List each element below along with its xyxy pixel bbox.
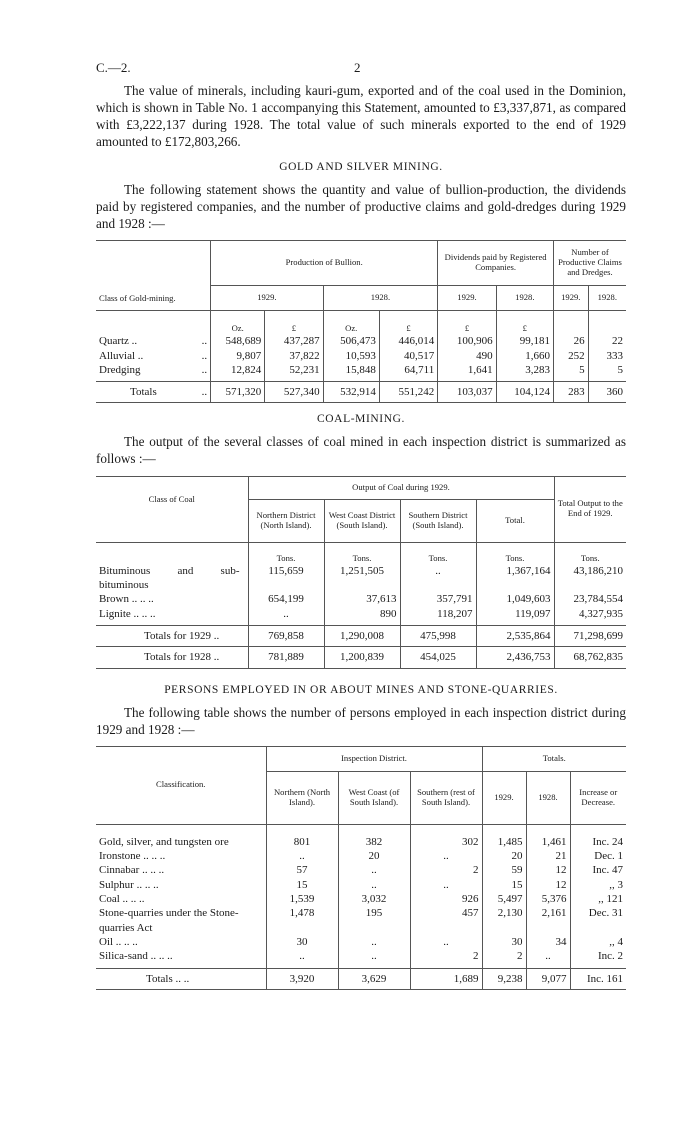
table-cell: .. [338,949,410,968]
coal-heading: COAL-MINING. [316,413,405,426]
table-cell: 23,784,554 [554,592,626,606]
table-cell: 475,998 [400,626,476,647]
persons-col-1928: 1928. [526,771,570,824]
table-cell: 15 [482,878,526,892]
page-number: 2 [354,60,361,75]
table-cell: 490 [438,349,496,363]
table-row [96,849,626,863]
totals-row [96,382,626,403]
persons-col-1929: 1929. [482,771,526,824]
table-cell: 43,186,210 [554,564,626,593]
table-cell: 20 [338,849,410,863]
table-cell: 2,161 [526,906,570,935]
totals-row [96,968,626,989]
row-label: Bituminous and sub-bituminous [99,564,240,592]
table-cell: 12 [526,878,570,892]
table-cell: 52,231 [265,363,323,382]
row-label: Lignite .. .. .. [99,607,156,620]
table-cell: 446,014 [379,334,437,348]
table-cell: 3,629 [338,968,410,989]
table-cell: 571,320 [211,382,265,403]
row-label: Oil .. .. .. [99,935,138,948]
gold-units-row [96,311,626,335]
table-cell: 71,298,699 [554,626,626,647]
table-cell: 103,037 [438,382,496,403]
table-cell: 40,517 [379,349,437,363]
table-cell: .. [400,564,476,593]
table-cell: 30 [266,935,338,949]
gold-claims-1929: 1929. [553,286,588,311]
persons-heading: PERSONS EMPLOYED IN OR ABOUT MINES AND STONE-QUARRIES. [164,683,558,696]
leader-dots: .. [201,386,208,399]
table-cell: 9,077 [526,968,570,989]
table-cell: 2 [410,863,482,877]
table-cell: .. [266,949,338,968]
table-cell: 104,124 [496,382,553,403]
table-cell: 2 [410,949,482,968]
table-cell: 10,593 [323,349,379,363]
table-row [96,892,626,906]
table-cell: .. [266,849,338,863]
gold-col-production: Production of Bullion. [211,241,438,286]
table-cell: 119,097 [476,607,554,626]
table-row [96,349,626,363]
table-cell: 5,497 [482,892,526,906]
table-cell: 1,461 [526,824,570,849]
persons-col-west: West Coast (of South Island). [338,771,410,824]
table-cell: 3,283 [496,363,553,382]
table-cell: 37,822 [265,349,323,363]
row-label: Totals for 1928 .. [144,651,220,664]
row-label: Gold, silver, and tungsten ore [99,835,229,848]
coal-paragraph: The output of the several classes of coal mined in each inspection district is summarized as follows :— [96,434,626,467]
persons-col-district: Inspection District. [266,746,482,771]
table-cell: 1,049,603 [476,592,554,606]
table-cell: 437,287 [265,334,323,348]
coal-col-total: Total. [476,499,554,542]
table-cell: ,, 121 [570,892,626,906]
table-cell: 12 [526,863,570,877]
table-cell: .. [410,935,482,949]
table-cell: 926 [410,892,482,906]
intro-paragraph: The value of minerals, including kauri-gum, exported and of the coal used in the Dominion, which is shown in Table No. 1 accompanying this Statement, amounted to £3,337,871, as compared with £3,222,137 during 1928. The total value of such minerals exported to the end of 1929 amounted to £172,803,266. [96,83,626,150]
table-cell: 781,889 [248,647,324,668]
table-cell: 548,689 [211,334,265,348]
document-reference: C.—2. [96,60,131,75]
coal-col-class: Class of Coal [96,476,248,542]
table-cell: 506,473 [323,334,379,348]
row-label: Alluvial .. [99,349,144,362]
table-cell: 22 [588,334,626,348]
row-label: Quartz .. [99,335,138,348]
unit-tons: Tons. [324,542,400,564]
table-cell: 9,238 [482,968,526,989]
table-cell: Inc. 24 [570,824,626,849]
table-row [96,607,626,626]
row-label: Dredging [99,363,141,376]
table-cell: 1,251,505 [324,564,400,593]
row-label: Cinnabar .. .. .. [99,864,165,877]
coal-col-output: Output of Coal during 1929. [248,476,554,499]
gold-prod-1928: 1928. [323,286,438,311]
table-cell: 527,340 [265,382,323,403]
table-cell: 2,535,864 [476,626,554,647]
table-cell: 118,207 [400,607,476,626]
table-row [96,935,626,949]
table-cell: 2 [482,949,526,968]
table-cell: 15 [266,878,338,892]
table-cell: 283 [553,382,588,403]
coal-col-south: Southern District (South Island). [400,499,476,542]
gold-heading: GOLD AND SILVER MINING. [279,160,443,173]
table-cell: 5 [553,363,588,382]
table-cell: 382 [338,824,410,849]
unit-tons: Tons. [476,542,554,564]
table-row [96,906,626,935]
table-cell: 26 [553,334,588,348]
table-row [96,863,626,877]
table-cell: .. [338,878,410,892]
table-cell: 30 [482,935,526,949]
totals-row [96,626,626,647]
table-cell: ,, 4 [570,935,626,949]
table-cell: 21 [526,849,570,863]
table-cell: Dec. 31 [570,906,626,935]
persons-paragraph: The following table shows the number of persons employed in each inspection district during 1929 and 1928 :— [96,704,626,737]
table-row [96,363,626,382]
table-cell: 252 [553,349,588,363]
unit-pound: £ [438,311,496,335]
table-cell: 59 [482,863,526,877]
table-cell: 769,858 [248,626,324,647]
unit-pound: £ [265,311,323,335]
persons-col-totals: Totals. [482,746,626,771]
table-row [96,878,626,892]
table-cell: 357,791 [400,592,476,606]
table-cell: 12,824 [211,363,265,382]
page-header [96,60,626,82]
table-row [96,949,626,968]
coal-col-west: West Coast District (South Island). [324,499,400,542]
table-cell: 15,848 [323,363,379,382]
coal-col-north: Northern District (North Island). [248,499,324,542]
unit-tons: Tons. [248,542,324,564]
table-cell: 3,032 [338,892,410,906]
table-cell: 457 [410,906,482,935]
unit-tons: Tons. [554,542,626,564]
table-cell: 302 [410,824,482,849]
table-cell: 9,807 [211,349,265,363]
row-label: Totals [130,386,157,399]
row-label: Brown .. .. .. [99,593,154,606]
row-label: Totals for 1929 .. [144,630,220,642]
table-cell: 64,711 [379,363,437,382]
leader-dots: .. [201,349,208,362]
table-cell: 801 [266,824,338,849]
gold-col-dividends: Dividends paid by Registered Companies. [438,241,554,286]
unit-pound: £ [496,311,553,335]
row-label: Coal .. .. .. [99,893,145,906]
table-cell: 1,200,839 [324,647,400,668]
gold-claims-1928: 1928. [588,286,626,311]
table-cell: 1,660 [496,349,553,363]
gold-table [96,240,626,403]
table-cell: 3,920 [266,968,338,989]
row-label: Ironstone .. .. .. [99,850,166,863]
table-cell: .. [526,949,570,968]
table-cell: 100,906 [438,334,496,348]
leader-dots: .. [201,363,208,376]
coal-table [96,476,626,669]
gold-paragraph: The following statement shows the quantity and value of bullion-production, the dividends paid by registered companies, and the number of productive claims and gold-dredges during 1929 and 1928 :— [96,181,626,231]
table-cell: 1,539 [266,892,338,906]
table-cell: 34 [526,935,570,949]
row-label: Stone-quarries under the Stone-quarries Act [99,907,239,934]
persons-col-inc: Increase or Decrease. [570,771,626,824]
table-cell: 551,242 [379,382,437,403]
persons-col-north: Northern (North Island). [266,771,338,824]
table-cell: 4,327,935 [554,607,626,626]
table-cell: .. [248,607,324,626]
gold-col-class: Class of Gold-mining. [96,241,211,311]
table-cell: ,, 3 [570,878,626,892]
table-cell: 99,181 [496,334,553,348]
table-cell: 890 [324,607,400,626]
row-label: Sulphur .. .. .. [99,878,159,891]
table-cell: 1,689 [410,968,482,989]
table-cell: Inc. 47 [570,863,626,877]
table-cell: .. [410,849,482,863]
table-cell: 2,130 [482,906,526,935]
leader-dots: .. [201,335,208,348]
gold-div-1928: 1928. [496,286,553,311]
table-cell: 654,199 [248,592,324,606]
unit-oz: Oz. [211,311,265,335]
table-cell: 454,025 [400,647,476,668]
table-cell: 68,762,835 [554,647,626,668]
gold-col-claims: Number of Productive Claims and Dredges. [553,241,626,286]
table-row [96,334,626,348]
unit-tons: Tons. [400,542,476,564]
table-cell: 1,485 [482,824,526,849]
unit-oz: Oz. [323,311,379,335]
table-cell: .. [338,863,410,877]
table-cell: 333 [588,349,626,363]
table-cell: 532,914 [323,382,379,403]
gold-prod-1929: 1929. [211,286,323,311]
table-row [96,564,626,593]
persons-col-class: Classification. [96,746,266,824]
table-cell: 1,478 [266,906,338,935]
row-label: Silica-sand .. .. .. [99,950,173,963]
table-cell: 1,290,008 [324,626,400,647]
table-cell: 195 [338,906,410,935]
persons-table [96,746,626,990]
totals-row [96,647,626,668]
table-cell: 57 [266,863,338,877]
coal-col-end: Total Output to the End of 1929. [554,476,626,542]
table-cell: Inc. 161 [570,968,626,989]
table-cell: 5 [588,363,626,382]
unit-pound: £ [379,311,437,335]
table-cell: 360 [588,382,626,403]
persons-col-south: Southern (rest of South Island). [410,771,482,824]
table-cell: 1,641 [438,363,496,382]
table-row [96,824,626,849]
table-cell: Inc. 2 [570,949,626,968]
table-cell: Dec. 1 [570,849,626,863]
table-row [96,592,626,606]
table-cell: .. [410,878,482,892]
table-cell: 37,613 [324,592,400,606]
table-cell: 1,367,164 [476,564,554,593]
gold-div-1929: 1929. [438,286,496,311]
table-cell: 5,376 [526,892,570,906]
table-cell: 20 [482,849,526,863]
table-cell: 2,436,753 [476,647,554,668]
table-cell: 115,659 [248,564,324,593]
row-label: Totals .. .. [146,972,190,985]
coal-units-row [96,542,626,564]
table-cell: .. [338,935,410,949]
